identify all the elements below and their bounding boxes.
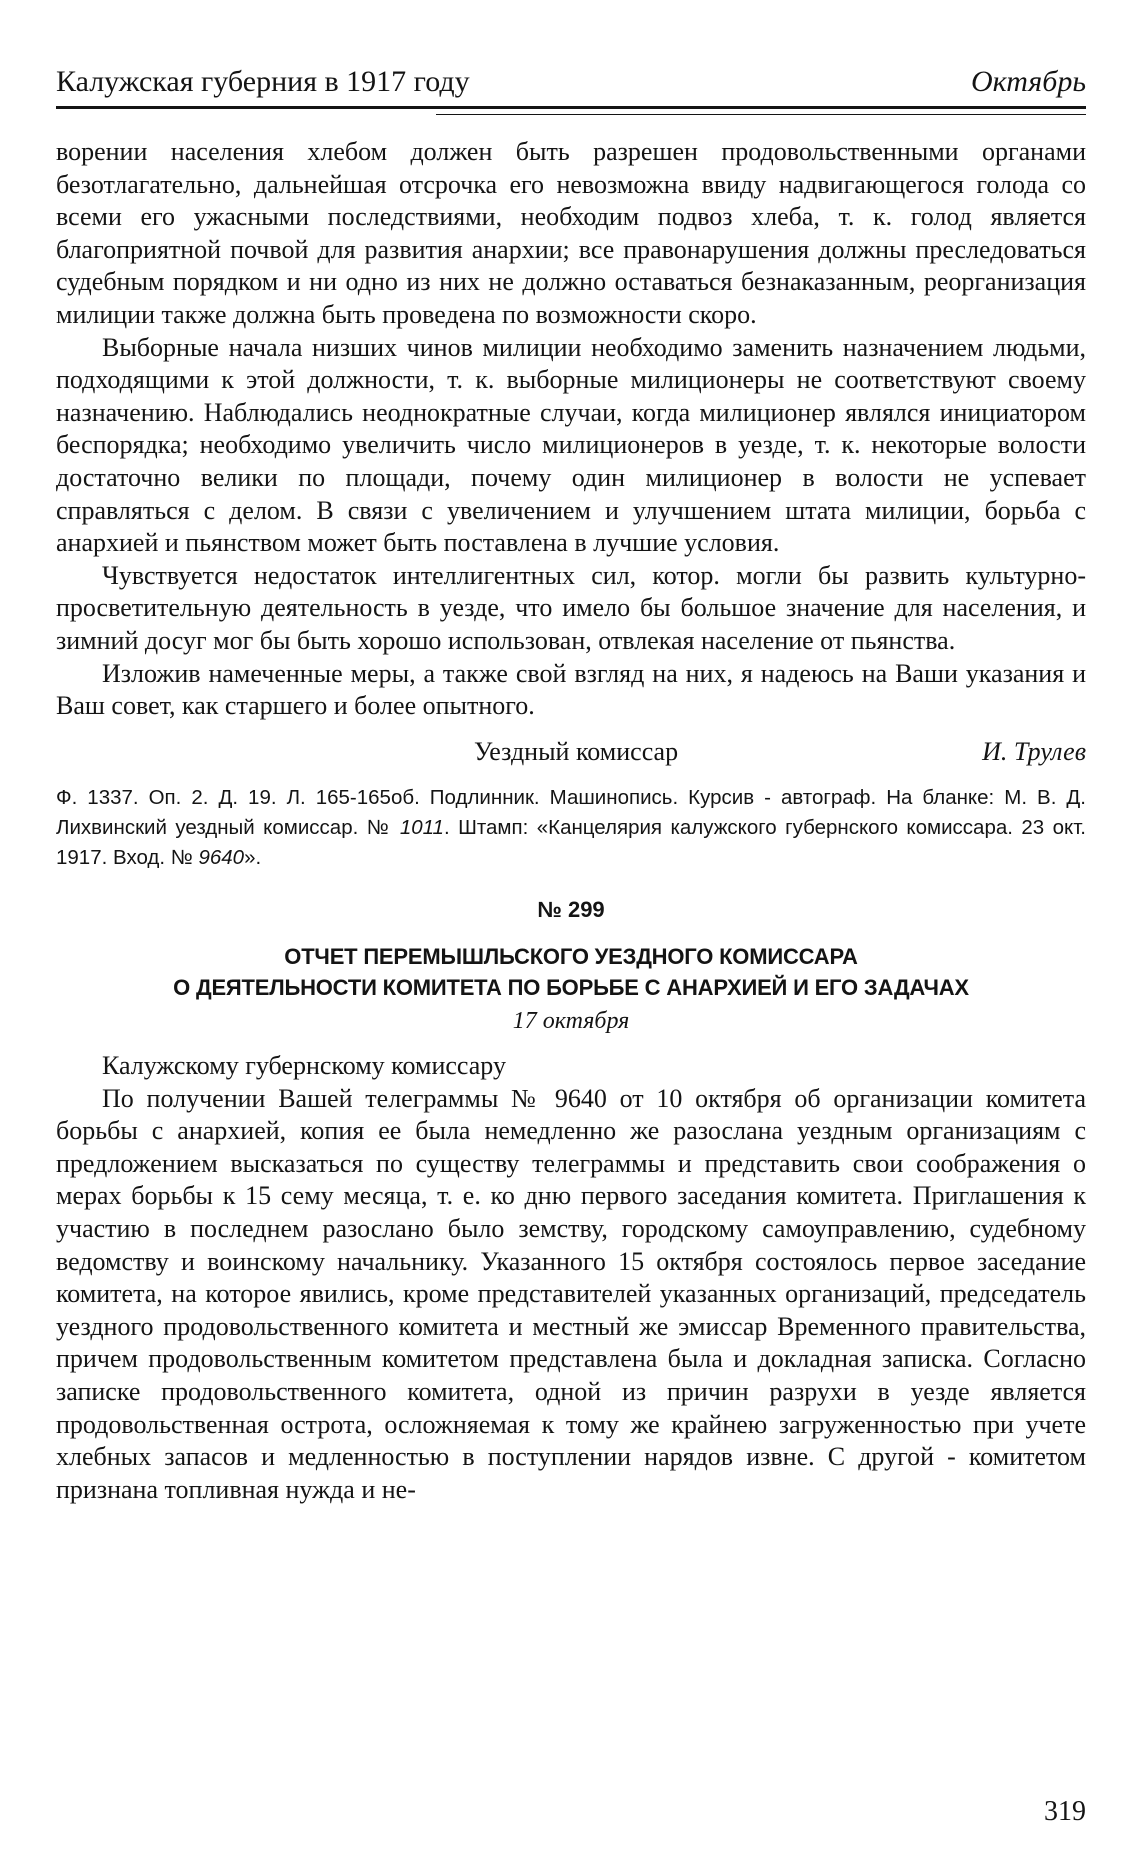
body-paragraph-continued: ворении населения хлебом должен быть разрешен продовольственными органами безотлагательно, дальнейшая отсрочка его невозможна ввиду надвигающегося голода со всеми его ужасными последствиями, необходим подвоз хлеба, т. к. голод является благоприятной почвой для развития анархии; все правонарушения должны преследоваться судебным порядком и ни одно из них не должно оставаться безнаказанным, реорганизация милиции также должна быть проведена по возможности скоро.	[56, 137, 1086, 329]
page-content	[56, 136, 1086, 1506]
header-book-title: Калужская губерния в 1917 году	[56, 65, 470, 98]
signature-block	[56, 735, 1086, 769]
body-paragraph: Выборные начала низших чинов милиции необходимо заменить назначением людьми, подходящими к этой должности, т. к. выборные милиционеры не соответствуют своему назначению. Наблюдались неоднократные случаи, когда милиционер являлся инициатором беспорядка; необходимо увеличить число милиционеров в уезде, т. к. некоторые волости достаточно велики по площади, почему один милиционер в волости не успевает справляться с делом. В связи с увеличением и улучшением штата милиции, борьба с анархией и пьянством может быть поставлена в лучшие условия.	[56, 332, 1086, 558]
document-title-line: О ДЕЯТЕЛЬНОСТИ КОМИТЕТА ПО БОРЬБЕ С АНАРХИЕЙ И ЕГО ЗАДАЧАХ	[173, 974, 969, 1000]
book-page	[56, 0, 1086, 1861]
document-date: 17 октября	[512, 1007, 630, 1034]
archive-reference-text: ».	[244, 845, 262, 869]
document-addressee: Калужскому губернскому комиссару	[102, 1050, 506, 1080]
archive-reference-number: 9640	[198, 845, 245, 869]
archive-reference-text: . Штамп: «Канцелярия калужского губернского комиссара. 23 окт. 1917. Вход. №	[56, 815, 1087, 869]
body-paragraph: Изложив намеченные меры, а также свой взгляд на них, я надеюсь на Ваши указания и Ваш совет, как старшего и более опытного.	[56, 658, 1086, 721]
header-section-month: Октябрь	[970, 65, 1086, 98]
signature-role: Уездный комиссар	[474, 736, 679, 766]
archive-reference	[56, 783, 1086, 873]
header-rule-thick	[56, 106, 1086, 109]
signature-name: И. Трулев	[982, 736, 1086, 766]
document-number: № 299	[537, 896, 605, 922]
archive-reference-number: 1011	[399, 815, 444, 839]
header-rule-thin	[436, 114, 1086, 115]
document-title	[56, 941, 1086, 1003]
document-title-line: ОТЧЕТ ПЕРЕМЫШЛЬСКОГО УЕЗДНОГО КОМИССАРА	[284, 943, 858, 969]
body-paragraph: По получении Вашей телеграммы № 9640 от 10 октября об организации комитета борьбы с анархией, копия ее была немедленно же разослана уездным организациям с предложением высказаться по существу телеграммы и представить свои соображения о мерах борьбы к 15 сему месяца, т. е. ко дню первого заседания комитета. Приглашения к участию в последнем разослано было земству, городскому самоуправлению, судебному ведомству и воинскому начальнику. Указанного 15 октября состоялось первое заседание комитета, на которое явились, кроме представителей указанных организаций, председатель уездного продовольственного комитета и местный же эмиссар Временного правительства, причем продовольственным комитетом представлена была и докладная записка. Согласно записке продовольственного комитета, одной из причин разрухи в уезде является продовольственная острота, осложняемая к тому же крайнею загруженностью при учете хлебных запасов и медленностью в поступлении нарядов извне. С другой - комитетом признана топливная нужда и не-	[56, 1083, 1086, 1504]
page-number: 319	[1044, 1796, 1086, 1827]
running-header	[56, 62, 1086, 102]
body-paragraph: Чувствуется недостаток интеллигентных сил, котор. могли бы развить культурно-просветительную деятельность в уезде, что имело бы большое значение для населения, и зимний досуг мог бы быть хорошо использован, отвлекая население от пьянства.	[56, 560, 1086, 655]
archive-reference-text: Ф. 1337. Оп. 2. Д. 19. Л. 165-165об. Подлинник. Машинопись. Курсив - автограф. На бланке: М. В. Д. Лихвинский уездный комиссар. №	[56, 785, 1086, 839]
